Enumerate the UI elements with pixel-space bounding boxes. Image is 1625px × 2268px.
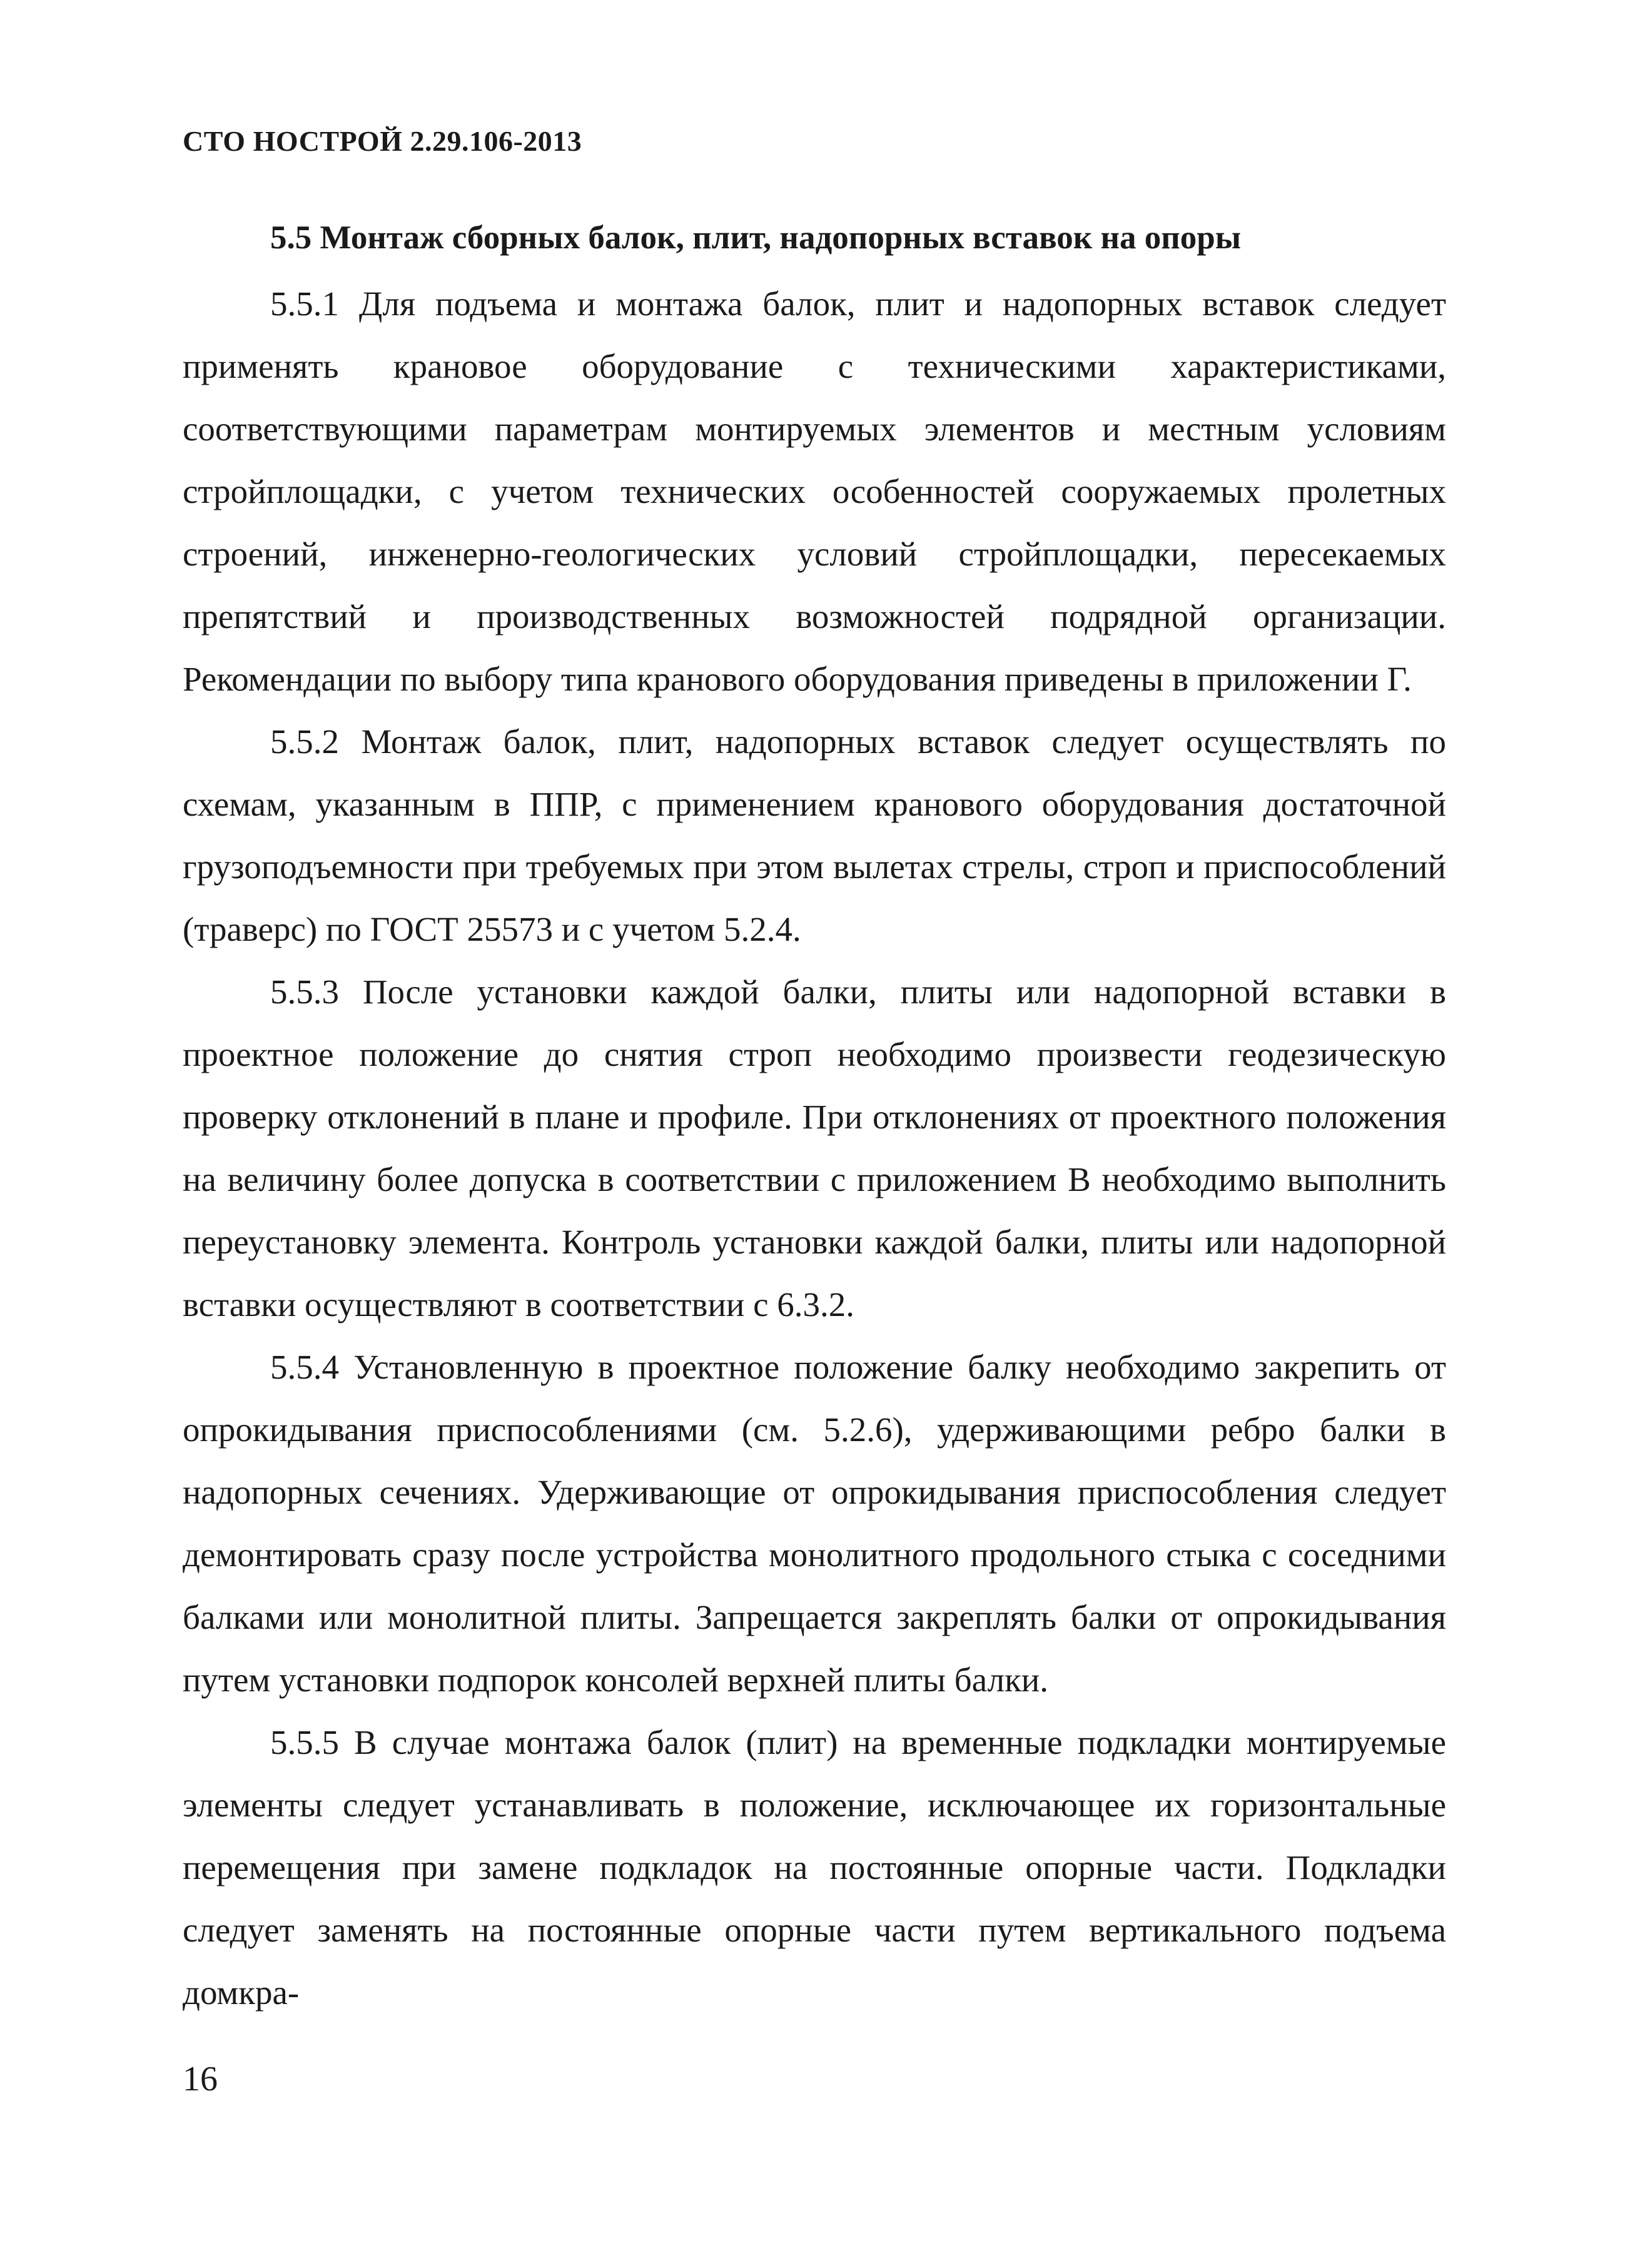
document-code-header: СТО НОСТРОЙ 2.29.106-2013 xyxy=(183,125,582,157)
page-number: 16 xyxy=(183,2060,218,2098)
paragraph-5-5-5: 5.5.5 В случае монтажа балок (плит) на временные подкладки монтируемые элементы следует устанавливать в положение, исключающее их горизонтальные перемещения при замене подкладок на постоянные опорные части. Подкладки следует заменять на постоянные опорные части путем вертикального подъема домкра- xyxy=(183,1723,1446,2012)
paragraph-5-5-2: 5.5.2 Монтаж балок, плит, надопорных вставок следует осуществлять по схемам, указанным в ППР, с применением кранового оборудования достаточной грузоподъемности при требуемых при этом вылетах стрелы, строп и приспособлений (траверс) по ГОСТ 25573 и с учетом 5.2.4. xyxy=(183,722,1446,948)
page-content xyxy=(183,206,1446,2024)
paragraph-5-5-4: 5.5.4 Установленную в проектное положение балку необходимо закрепить от опрокидывания приспособлениями (см. 5.2.6), удерживающими ребро балки в надопорных сечениях. Удерживающие от опрокидывания приспособления следует демонтировать сразу после устройства монолитного продольного стыка с соседними балками или монолитной плиты. Запрещается закреплять балки от опрокидывания путем установки подпорок консолей верхней плиты балки. xyxy=(183,1348,1446,1699)
section-title: 5.5 Монтаж сборных балок, плит, надопорных вставок на опоры xyxy=(270,220,1242,256)
paragraph-5-5-3: 5.5.3 После установки каждой балки, плиты или надопорной вставки в проектное положение до снятия строп необходимо произвести геодезическую проверку отклонений в плане и профиле. При отклонениях от проектного положения на величину более допуска в соответствии с приложением В необходимо выполнить переустановку элемента. Контроль установки каждой балки, плиты или надопорной вставки осуществляют в соответствии с 6.3.2. xyxy=(183,973,1446,1324)
paragraph-5-5-1: 5.5.1 Для подъема и монтажа балок, плит и надопорных вставок следует применять крановое оборудование с техническими характеристиками, соответствующими параметрам монтируемых элементов и местным условиям стройплощадки, с учетом технических особенностей сооружаемых пролетных строений, инженерно-геологических условий стройплощадки, пересекаемых препятствий и производственных возможностей подрядной организации. Рекомендации по выбору типа кранового оборудования приведены в приложении Г. xyxy=(183,285,1446,698)
